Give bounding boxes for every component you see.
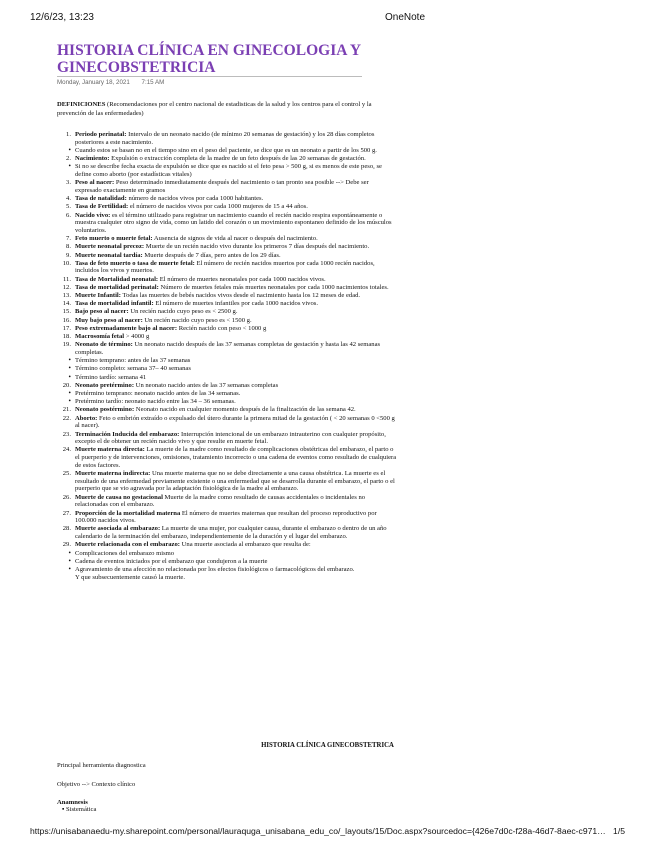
browser-print-header [30, 12, 625, 26]
list-marker: 24. [62, 446, 71, 454]
definition-term: Muerte de causa no gestacional [75, 493, 163, 501]
definition-text: Peso determinado inmediatamente después del nacimiento o tan pronto sea posible --> Debe ser expresado exactamente en gramos [75, 179, 369, 194]
definition-term: Nacido vivo: [75, 211, 111, 219]
print-page-number: 1/5 [613, 826, 625, 836]
list-item [57, 243, 397, 251]
list-item [57, 252, 397, 260]
list-marker: • [68, 356, 71, 365]
definition-text: Pretérmino temprano: neonato nacido antes de las 34 semanas. [75, 390, 241, 397]
list-item [57, 382, 397, 390]
list-item [57, 147, 397, 155]
list-marker: 23. [62, 430, 71, 438]
definition-term: Macrosomía fetal [75, 333, 125, 341]
definition-term: Muerte asociada al embarazo: [75, 525, 161, 533]
definition-text: Un recién nacido cuyo peso es < 1500 g. [142, 316, 252, 324]
list-marker: 5. [66, 203, 71, 211]
definition-text: Y que subsecuentemente causó la muerte. [75, 574, 185, 582]
list-marker: • [68, 389, 71, 397]
list-item [57, 470, 397, 493]
list-marker: 8. [66, 243, 71, 251]
definition-text: Neonato nacido en cualquier momento después de la finalización de las semana 42. [134, 406, 356, 414]
definition-term: Tasa de Mortalidad neonatal: [75, 275, 159, 283]
list-marker: 14. [62, 300, 71, 308]
print-datetime: 12/6/23, 13:23 [30, 12, 94, 23]
definition-text: Término completo: semana 37– 40 semanas [75, 365, 191, 373]
definition-text: Agravamiento de una afección no relacionada por los efectos fisiológicos o farmacológicos del embarazo. [75, 565, 355, 573]
list-marker: 25. [62, 470, 71, 478]
print-url: https://unisabanaedu-my.sharepoint.com/personal/lauraquga_unisabana_edu_co/_layouts/15/Doc.aspx?sourcedoc={426e7d0c-f28a-46d7-8aec-c971… [30, 826, 606, 836]
definition-text: Expulsión o extracción completa de la madre de un feto después de las 20 semanas de gestación. [109, 155, 366, 163]
list-marker: 17. [62, 324, 71, 332]
definition-text: Término tardío: semana 41 [75, 373, 147, 381]
list-marker: 18. [62, 333, 71, 341]
definitions-intro [57, 101, 402, 118]
definition-term: Tasa de mortalidad perinatal: [75, 283, 159, 291]
definitions-list [57, 131, 397, 582]
definition-text: La muerte de una mujer, por cualquier causa, durante el embarazo o dentro de un año calendario de la terminación del embarazo, independientemente de la duración y el lugar del embarazo. [75, 525, 387, 541]
list-item [57, 333, 397, 341]
list-item [57, 390, 397, 398]
definition-text: Una muerte asociada al embarazo que resulta de: [179, 541, 311, 549]
definition-term: Neonato de término: [75, 341, 133, 349]
definition-text: Un neonato nacido antes de las 37 semanas completas [134, 381, 279, 389]
list-marker: 22. [62, 414, 71, 422]
page-meta [57, 79, 164, 86]
definition-text: número de nacidos vivos por cada 1000 habitantes. [126, 195, 264, 203]
list-item [57, 374, 397, 382]
list-item [57, 292, 397, 300]
definition-text: El número de muertes neonatales por cada 1000 nacidos vivos. [158, 275, 326, 283]
list-item [57, 325, 397, 333]
list-marker: 7. [66, 235, 71, 243]
list-item [57, 446, 397, 469]
definition-text: Número de muertes fetales más muertes neonatales por cada 1000 nacimientos totales. [158, 283, 389, 291]
definition-text: Término temprano: antes de las 37 semanas [75, 357, 191, 365]
section-line-1: Principal herramienta diagnostica [57, 762, 146, 769]
definition-text: El número de muertes maternas que resultan del proceso reproductivo por 100.000 nacidos vivos. [75, 509, 377, 525]
list-item [57, 541, 397, 549]
list-marker: • [68, 372, 71, 381]
list-item [57, 365, 397, 373]
definition-term: Terminación Inducida del embarazo: [75, 430, 180, 438]
definition-term: Muerte relacionada con el embarazo: [75, 541, 180, 549]
definition-term: Tasa de Fertilidad: [75, 203, 129, 211]
list-marker: 15. [62, 308, 71, 316]
definition-text: Muerte de un recién nacido vivo durante los primeros 7 días después del nacimiento. [144, 243, 370, 251]
list-marker: 10. [62, 259, 71, 267]
definition-term: Tasa de natalidad: [75, 195, 127, 203]
list-item [57, 179, 397, 194]
page-time: 7:15 AM [141, 79, 165, 86]
list-item [57, 212, 397, 235]
definition-term: Muerte materna indirecta: [75, 470, 151, 478]
definition-text: Pretérmino tardío: neonato nacido entre las 34 – 36 semanas. [75, 398, 236, 406]
section-line-3: Anamnesis [57, 799, 88, 806]
browser-print-footer [30, 826, 625, 838]
list-marker: • [68, 556, 71, 565]
list-item [57, 163, 397, 178]
definition-term: Neonato pretérmino: [75, 381, 135, 389]
definition-text: Recién nacido con peso < 1000 g [177, 324, 267, 332]
definition-text: La muerte de la madre como resultado de complicaciones obstétricas del embarazo, el parto o el puerperio y de intervenciones, omisiones, tratamiento incorrecto o una cadena de eventos como resultado de cualquiera de estos factores. [75, 446, 397, 469]
list-item [57, 276, 397, 284]
list-marker: 21. [62, 406, 71, 414]
list-marker: • [68, 548, 71, 557]
list-item [57, 341, 397, 356]
section-line-2: Objetivo --> Contexto clínico [57, 781, 136, 788]
list-item [57, 550, 397, 558]
definition-text: Cuando estos se basan no en el tiempo sino en el peso del paciente, se dice que es un neonato a partir de los 500 g. [75, 146, 377, 154]
definition-term: Periodo perinatal: [75, 131, 127, 138]
list-marker: 12. [62, 283, 71, 291]
definition-text: El número de recién nacidos muertos por cada 1000 recién nacidos, incluidos los vivos y muertos. [75, 259, 375, 275]
definition-text: Intervalo de un neonato nacido (de mínimo 20 semanas de gestación) y los 28 días completos posteriores a este nacimiento. [75, 131, 375, 146]
definition-term: Feto muerto o muerte fetal: [75, 235, 153, 243]
definition-text: Muerte de la madre como resultado de causas accidentales o incidentales no relacionadas con el embarazo. [75, 493, 366, 509]
list-marker: • [68, 397, 71, 406]
definition-term: Bajo peso al nacer: [75, 308, 129, 316]
list-marker: 1. [66, 131, 71, 138]
definition-text: Muerte después de 7 días, pero antes de los 29 días. [142, 251, 281, 259]
list-marker: 19. [62, 341, 71, 349]
definition-text: el número de nacidos vivos por cada 1000 mujeres de 15 a 44 años. [128, 203, 308, 211]
definition-term: Muerte materna directa: [75, 446, 145, 454]
list-item [57, 155, 397, 163]
definitions-description: (Recomendaciones por el centro nacional de estadisticas de la salud y los centros para el control y la prevención de las enfermedades) [57, 101, 372, 117]
definition-term: Muy bajo peso al nacer: [75, 316, 143, 324]
definition-term: Muerte neonatal tardía: [75, 251, 143, 259]
definition-term: Tasa de feto muerto o tasa de muerte fetal: [75, 259, 195, 267]
list-item [57, 131, 397, 146]
list-marker: 27. [62, 509, 71, 517]
definition-text: Complicaciones del embarazo mismo [75, 549, 175, 557]
list-item [57, 510, 397, 525]
list-item [57, 260, 397, 275]
list-item [57, 415, 397, 430]
list-item [57, 317, 397, 325]
list-item [57, 195, 397, 203]
definition-text: Ausencia de signos de vida al nacer o después del nacimiento. [152, 235, 318, 243]
list-item [57, 566, 397, 574]
list-marker: • [68, 364, 71, 373]
list-marker: • [68, 145, 71, 154]
title-divider [57, 76, 362, 77]
list-item [57, 300, 397, 308]
list-marker: 13. [62, 292, 71, 300]
list-item [57, 284, 397, 292]
list-item [57, 525, 397, 540]
list-item [57, 574, 397, 582]
definition-text: Feto o embrión extraído o expulsado del útero durante la primera mitad de la gestación ( < 20 semanas 0 <500 g al nacer). [75, 414, 395, 430]
definition-text: El número de muertes infantiles por cada 1000 nacidos vivos. [153, 300, 318, 308]
definition-text: Todas las muertes de bebés nacidos vivos desde el nacimiento hasta los 12 meses de edad. [120, 292, 361, 300]
definitions-heading: DEFINICIONES [57, 101, 106, 108]
definition-term: Proporción de la mortalidad materna [75, 509, 181, 517]
list-marker: 11. [63, 275, 71, 283]
definition-term: Neonato postérmino: [75, 406, 135, 414]
list-item [57, 558, 397, 566]
section-line-4: ▪ Sistemática [62, 806, 97, 813]
definition-text: Un recién nacido cuyo peso es < 2500 g. [128, 308, 238, 316]
definition-term: Muerte Infantil: [75, 292, 121, 300]
print-app-name: OneNote [385, 12, 426, 23]
list-marker: 20. [62, 381, 71, 389]
list-marker: • [68, 564, 71, 573]
list-marker: 26. [62, 493, 71, 501]
definition-text: > 4000 g [124, 333, 150, 341]
list-item [57, 406, 397, 414]
definition-term: Muerte neonatal precoz: [75, 243, 145, 251]
definition-term: Tasa de mortalidad infantil: [75, 300, 154, 308]
list-marker: 2. [66, 155, 71, 163]
page-title: HISTORIA CLÍNICA EN GINECOLOGIA Y GINECOBSTETRICIA [57, 42, 361, 76]
section-heading: HISTORIA CLÍNICA GINECOBSTETRICA [261, 742, 394, 749]
list-item [57, 308, 397, 316]
list-item [57, 494, 397, 509]
list-marker: 6. [66, 211, 71, 219]
definition-text: Un neonato nacido después de las 37 semanas completas de gestación y hasta las 42 semanas completas. [75, 341, 381, 356]
definition-text: es el término utilizado para registrar un nacimiento cuando el recién nacido respira espontáneamente o muestra cualquier otro signo de vida, como un latido del corazón o un movimiento espontaneo definido de los músculos voluntarios. [75, 211, 392, 234]
list-item [57, 203, 397, 211]
definition-text: Una muerte materna que no se debe directamente a una causa obstétrica. La muerte es el resultado de una enfermedad previamente existente o una enfermedad que se desarrolla durante el embarazo, el parto o el puerperio que se vio agravada por la adaptación fisiológica de la madre al embarazo. [75, 470, 395, 493]
list-marker: 9. [66, 251, 71, 259]
definition-term: Aborto: [75, 414, 98, 422]
list-marker: • [68, 162, 71, 171]
definition-term: Nacimiento: [75, 155, 110, 163]
list-marker: 4. [66, 195, 71, 203]
definition-text: Interrupción intencional de un embarazo intrauterino con cualquier propósito, excepto el de obtener un recién nacido vivo y que resulte en muerte fetal. [75, 430, 386, 446]
page-date: Monday, January 18, 2021 [57, 79, 130, 86]
list-item [57, 431, 397, 446]
definition-term: Peso al nacer: [75, 179, 115, 187]
definition-text: Si no se describe fecha exacta de expulsión se dice que es nacido si el feto pesa > 500 g, si es menos de este peso, se define como aborto (por estadísticas vitales) [75, 163, 382, 179]
list-item [57, 357, 397, 365]
list-marker: 16. [62, 316, 71, 324]
list-marker: 3. [66, 179, 71, 187]
list-marker: 29. [62, 541, 71, 549]
list-marker: 28. [62, 525, 71, 533]
definition-text: Cadena de eventos iniciados por el embarazo que condujeron a la muerte [75, 557, 268, 565]
list-item [57, 398, 397, 406]
list-item [57, 235, 397, 243]
definition-term: Peso extremadamente bajo al nacer: [75, 324, 178, 332]
